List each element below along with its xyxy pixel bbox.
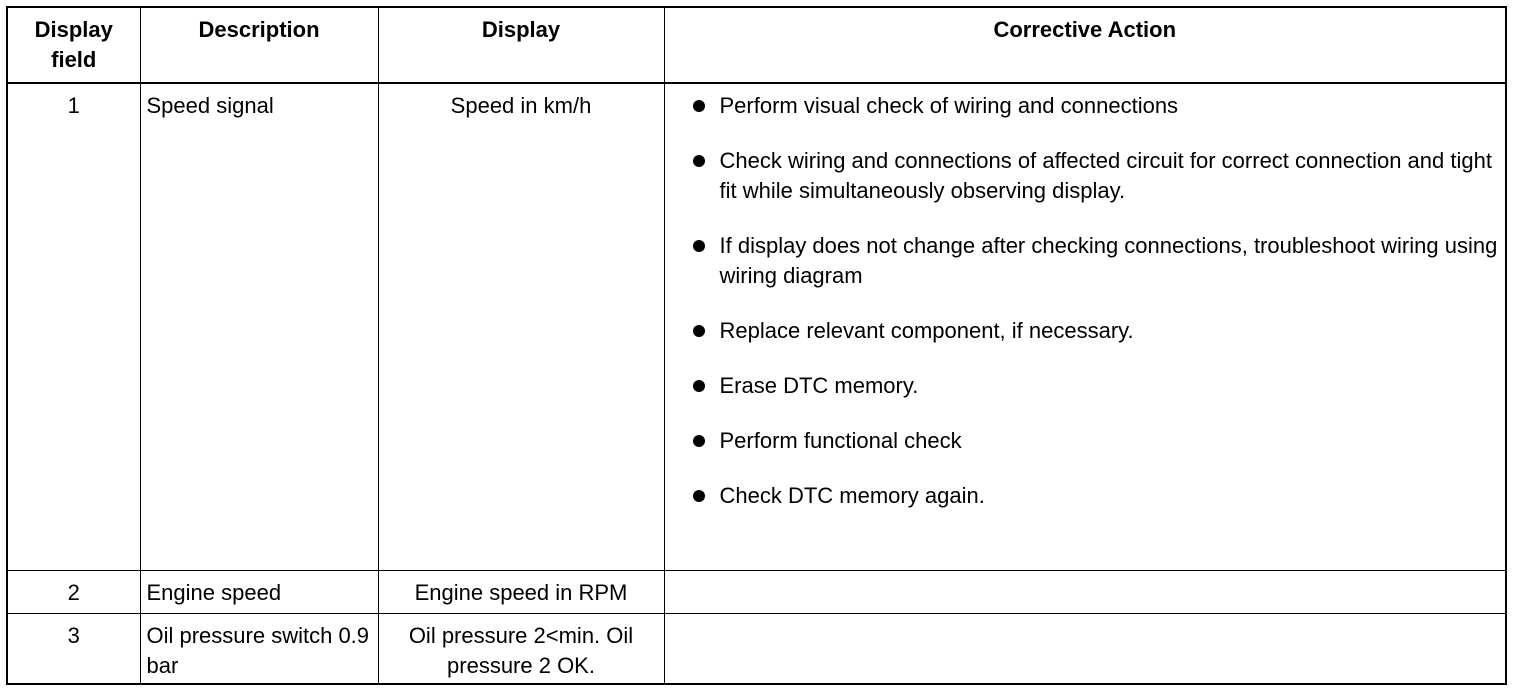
row-display: Oil pressure 2<min. Oil pressure 2 OK. [378,613,664,684]
row-description: Speed signal [140,83,378,570]
header-display: Display [378,7,664,83]
action-text: If display does not change after checking connections, troubleshoot wiring using wiring diagram [719,233,1498,288]
row-description: Oil pressure switch 0.9 bar [140,613,378,684]
action-text: Erase DTC memory. [719,373,919,398]
bullet-icon [693,325,705,337]
action-text: Check DTC memory again. [719,483,985,508]
action-item [671,371,1500,401]
table-header-row [7,7,1506,83]
header-display-field: Display field [7,7,140,83]
table-row [7,83,1506,570]
action-item [671,316,1500,346]
header-corrective-action: Corrective Action [664,7,1506,83]
action-text: Perform functional check [719,428,962,453]
bullet-icon [693,155,705,167]
row-description: Engine speed [140,570,378,613]
row-display: Speed in km/h [378,83,664,570]
table-row [7,613,1506,684]
bullet-icon [693,240,705,252]
bullet-icon [693,435,705,447]
row-display: Engine speed in RPM [378,570,664,613]
action-item [671,231,1500,291]
row-display-field: 3 [7,613,140,684]
action-list [671,91,1500,511]
action-item [671,146,1500,206]
table-row [7,570,1506,613]
row-corrective-action [664,83,1506,570]
action-text: Check wiring and connections of affected circuit for correct connection and tight fit while simultaneously observing display. [719,148,1492,203]
bullet-icon [693,380,705,392]
action-text: Replace relevant component, if necessary. [719,318,1134,343]
action-item [671,481,1500,511]
header-description: Description [140,7,378,83]
row-display-field: 2 [7,570,140,613]
corrective-action-table [6,6,1507,685]
action-text: Perform visual check of wiring and connections [719,93,1179,118]
action-item [671,91,1500,121]
row-corrective-action [664,570,1506,613]
row-corrective-action [664,613,1506,684]
bullet-icon [693,490,705,502]
action-item [671,426,1500,456]
row-display-field: 1 [7,83,140,570]
bullet-icon [693,100,705,112]
